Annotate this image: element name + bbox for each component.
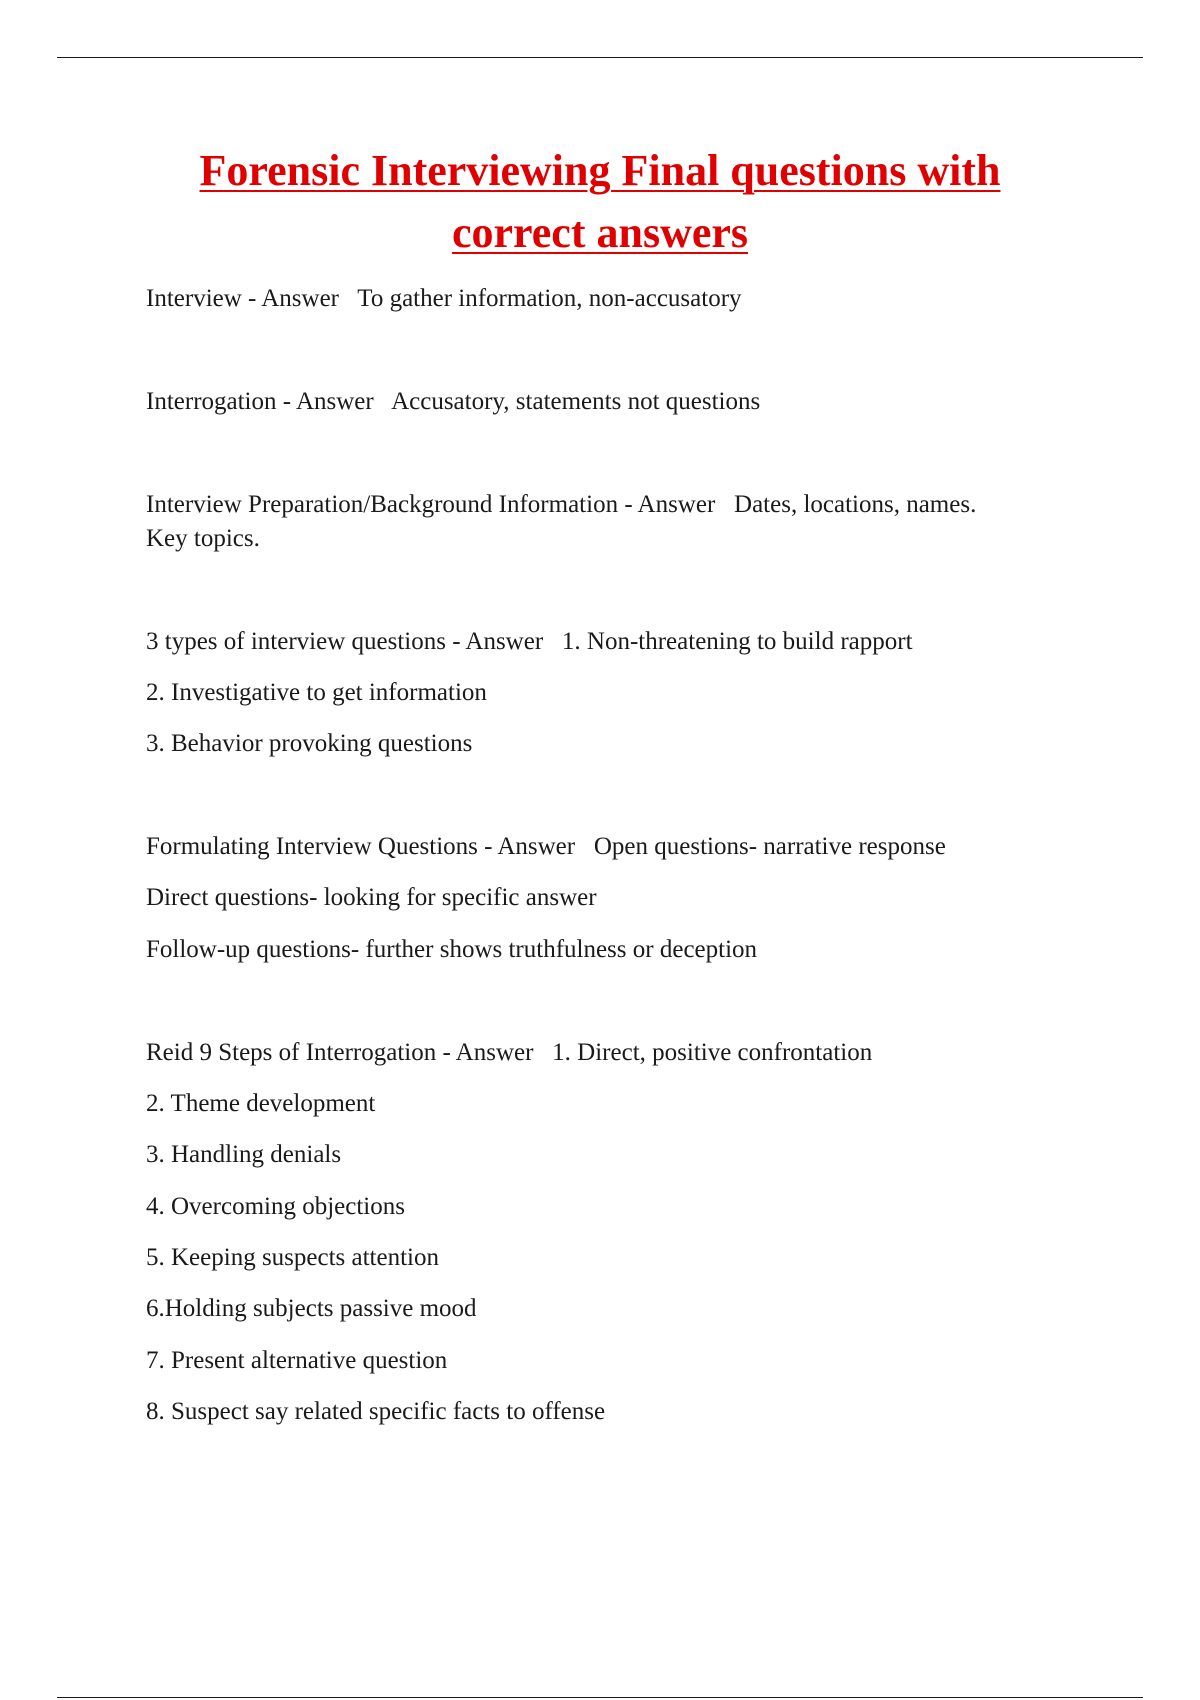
list-item: Direct questions- looking for specific answer xyxy=(146,884,597,911)
qa-preparation: Interview Preparation/Background Information - Answer Dates, locations, names. xyxy=(146,491,977,518)
list-item: 6.Holding subjects passive mood xyxy=(146,1295,477,1322)
list-item: 5. Keeping suspects attention xyxy=(146,1244,439,1271)
list-item: 2. Theme development xyxy=(146,1090,376,1117)
title-line-1: Forensic Interviewing Final questions with xyxy=(199,146,1001,195)
qa-interview: Interview - Answer To gather information, non-accusatory xyxy=(146,285,742,312)
document-title xyxy=(100,140,1100,264)
qa-interrogation: Interrogation - Answer Accusatory, statements not questions xyxy=(146,388,761,415)
list-item: 7. Present alternative question xyxy=(146,1347,448,1374)
qa-preparation-continued: Key topics. xyxy=(146,525,260,552)
list-item: 2. Investigative to get information xyxy=(146,679,487,706)
qa-question-types: 3 types of interview questions - Answer 1. Non-threatening to build rapport xyxy=(146,628,913,655)
list-item: 3. Behavior provoking questions xyxy=(146,730,473,757)
bottom-rule xyxy=(57,1697,1143,1698)
list-item: 8. Suspect say related specific facts to offense xyxy=(146,1398,606,1425)
qa-reid-steps: Reid 9 Steps of Interrogation - Answer 1. Direct, positive confrontation xyxy=(146,1039,873,1066)
list-item: 4. Overcoming objections xyxy=(146,1193,405,1220)
title-line-2: correct answers xyxy=(451,208,749,257)
list-item: Follow-up questions- further shows truthfulness or deception xyxy=(146,936,758,963)
qa-formulating-questions: Formulating Interview Questions - Answer Open questions- narrative response xyxy=(146,833,946,860)
list-item: 3. Handling denials xyxy=(146,1141,342,1168)
top-rule xyxy=(57,57,1143,58)
